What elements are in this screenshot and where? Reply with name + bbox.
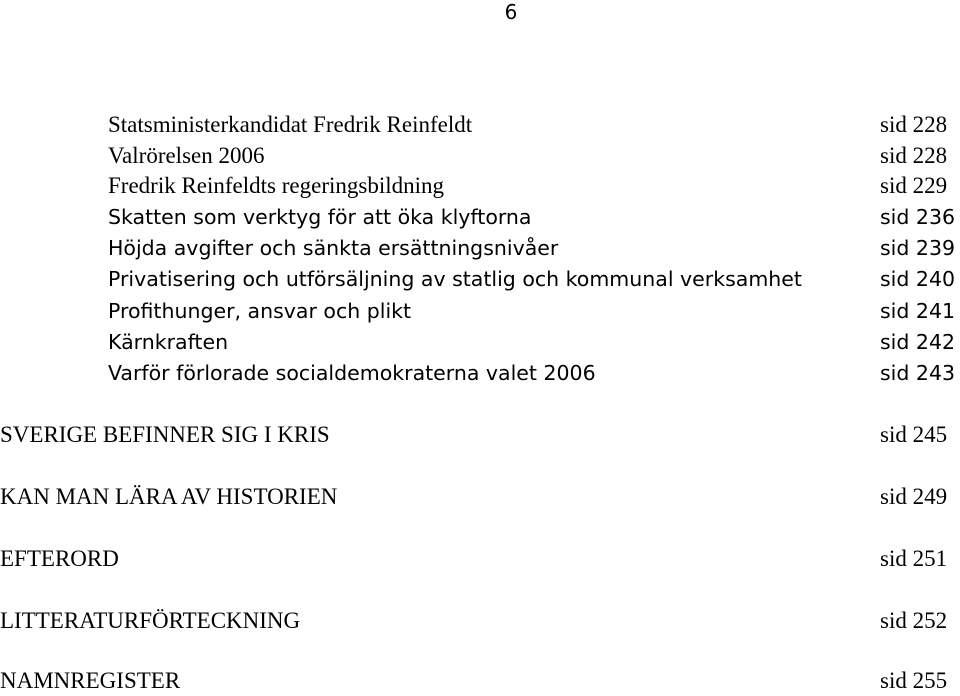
toc-entry-title: Varför förlorade socialdemokraterna valet 2006 (108, 361, 596, 385)
toc-chapter-page: sid 251 (880, 546, 948, 571)
toc-entry-page: sid 241 (880, 299, 956, 323)
toc-entry-page: sid 242 (880, 330, 956, 354)
toc-entry-title: Profithunger, ansvar och plikt (108, 299, 412, 323)
toc-entry (0, 296, 960, 326)
toc-entry-title: Statsministerkandidat Fredrik Reinfeldt (108, 112, 473, 137)
toc-entry-page: sid 228 (880, 143, 948, 168)
toc-entry (0, 233, 960, 263)
toc-chapter-page: sid 252 (880, 608, 948, 633)
toc-chapter-page: sid 255 (880, 668, 948, 693)
toc-chapter-title: SVERIGE BEFINNER SIG I KRIS (0, 422, 330, 447)
toc-entry-page: sid 240 (880, 267, 956, 291)
toc-entry-page: sid 243 (880, 361, 956, 385)
toc-entry (0, 110, 960, 140)
toc-chapter (0, 666, 960, 696)
toc-chapter (0, 606, 960, 636)
toc-chapter-title: KAN MAN LÄRA AV HISTORIEN (0, 484, 338, 509)
toc-chapter (0, 544, 960, 574)
toc-entry-page: sid 236 (880, 205, 956, 229)
toc-entry-title: Fredrik Reinfeldts regeringsbildning (108, 173, 444, 198)
toc-chapter-title: LITTERATURFÖRTECKNING (0, 608, 301, 633)
toc-chapter-title: EFTERORD (0, 546, 119, 571)
toc-entry (0, 358, 960, 388)
toc-chapter (0, 420, 960, 450)
toc-entry-page: sid 239 (880, 236, 956, 260)
toc-entry-title: Valrörelsen 2006 (108, 143, 265, 168)
toc-entry (0, 264, 960, 294)
toc-entry (0, 141, 960, 171)
toc-entry (0, 202, 960, 232)
toc-entry (0, 171, 960, 201)
toc-chapter (0, 482, 960, 512)
toc-chapter-title: NAMNREGISTER (0, 668, 181, 693)
toc-entry-title: Kärnkraften (108, 330, 229, 354)
toc-entry-title: Privatisering och utförsäljning av statlig och kommunal verksamhet (108, 267, 802, 291)
toc-chapter-page: sid 245 (880, 422, 948, 447)
page-number: 6 (504, 0, 518, 24)
toc-entry (0, 327, 960, 357)
toc-entry-title: Höjda avgifter och sänkta ersättningsnivåer (108, 236, 559, 260)
toc-entry-page: sid 229 (880, 173, 948, 198)
toc-chapter-page: sid 249 (880, 484, 948, 509)
toc-entry-page: sid 228 (880, 112, 948, 137)
toc-entry-title: Skatten som verktyg för att öka klyftorna (108, 205, 532, 229)
